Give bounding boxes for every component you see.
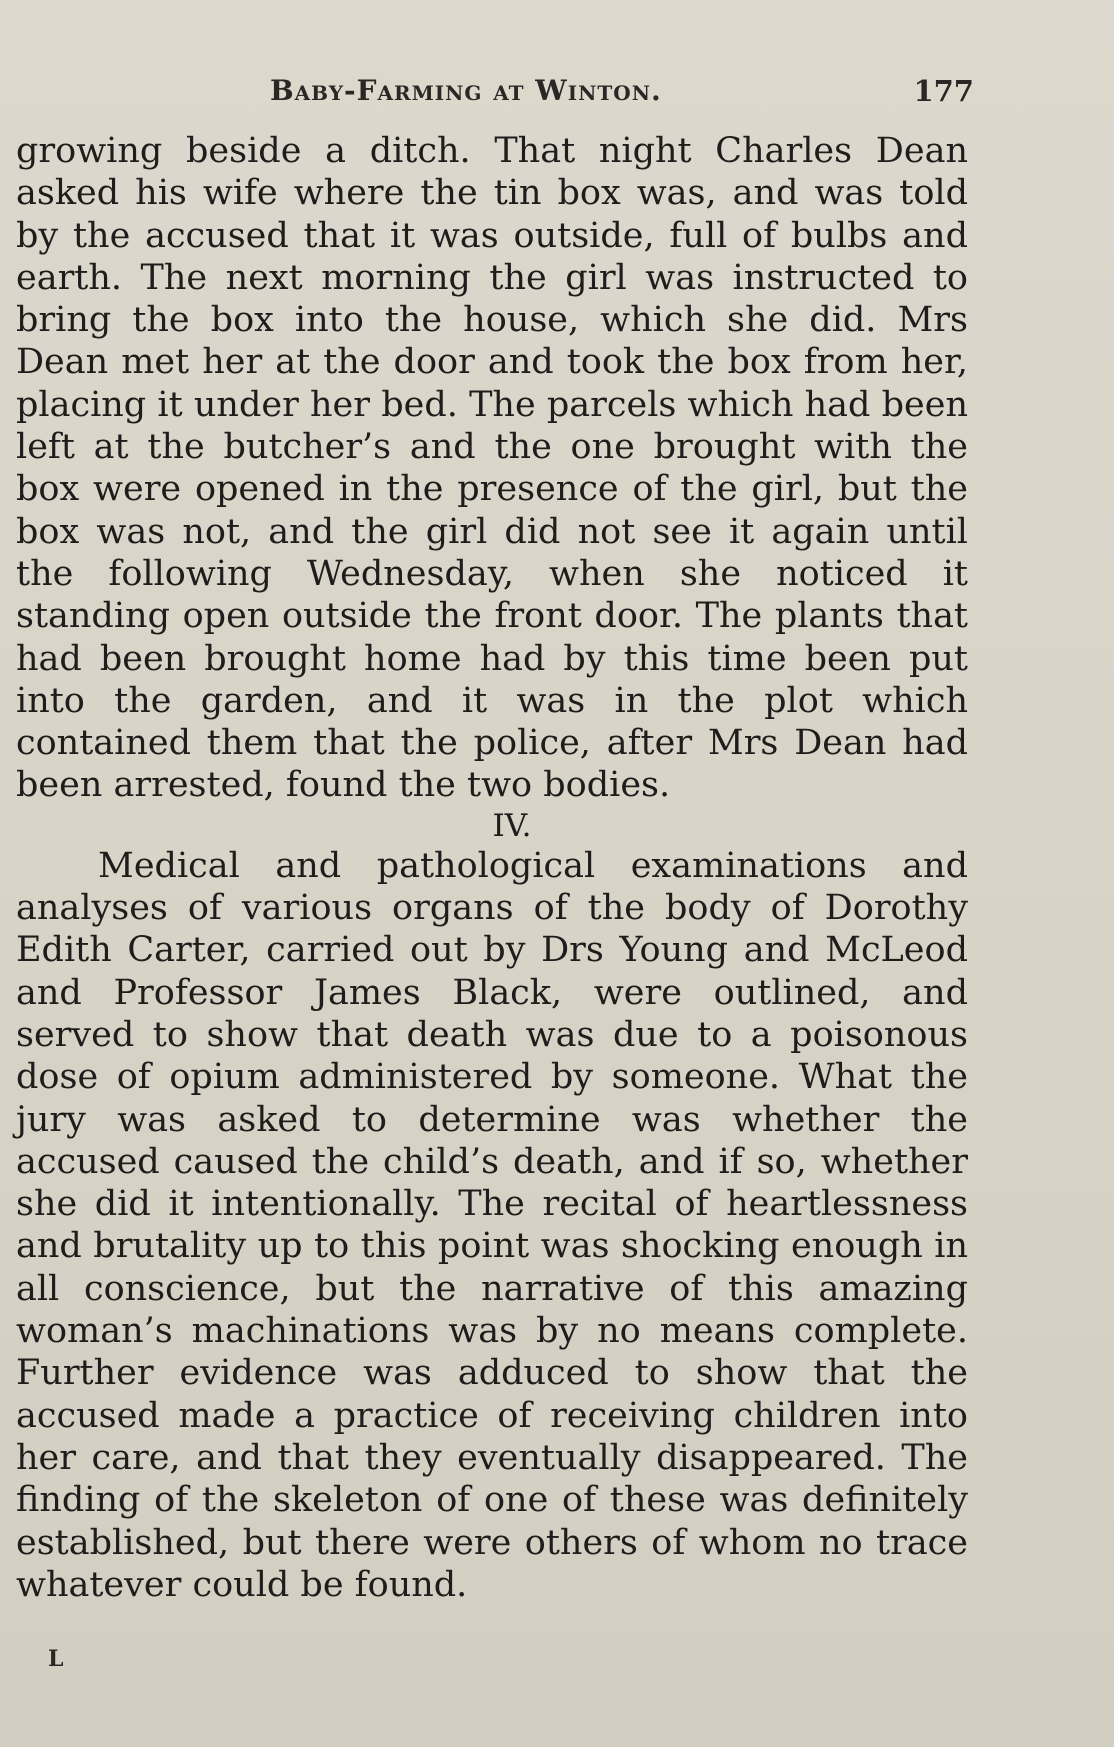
signature-mark: L (48, 1646, 64, 1672)
body-text (16, 130, 968, 1606)
running-head (0, 74, 1114, 114)
page-number: 177 (913, 74, 974, 108)
paragraph-continued: growing beside a ditch. That night Charles Dean asked his wife where the tin box was, and was told by the accused that it was outside, full of bulbs and earth. The next morning the girl was instructed to bring the box into the house, which she did. Mrs Dean met her at the door and took the box from her, placing it under her bed. The parcels which had been left at the butcher’s and the one brought with the box were opened in the presence of the girl, but the box was not, and the girl did not see it again until the following Wednesday, when she noticed it standing open outside the front door. The plants that had been brought home had by this time been put into the garden, and it was in the plot which contained them that the police, after Mrs Dean had been arrested, found the two bodies. (16, 131, 968, 806)
section-heading: IV. (492, 807, 532, 844)
running-title: Baby-Farming at Winton. (270, 74, 662, 107)
paragraph-section-iv: Medical and pathological examinations and analyses of various organs of the body of Dorothy Edith Carter, carried out by Drs Young and McLeod and Professor James Black, were outlined, and served to show that death was due to a poisonous dose of opium administered by someone. What the jury was asked to determine was whether the accused caused the child’s death, and if so, whether she did it intentionally. The recital of heartlessness and brutality up to this point was shocking enough in all conscience, but the narrative of this amazing woman’s machinations was by no means complete. Further evidence was adduced to show that the accused made a practice of receiving children into her care, and that they eventually disappeared. The finding of the skeleton of one of these was definitely established, but there were others of whom no trace whatever could be found. (16, 845, 968, 1605)
